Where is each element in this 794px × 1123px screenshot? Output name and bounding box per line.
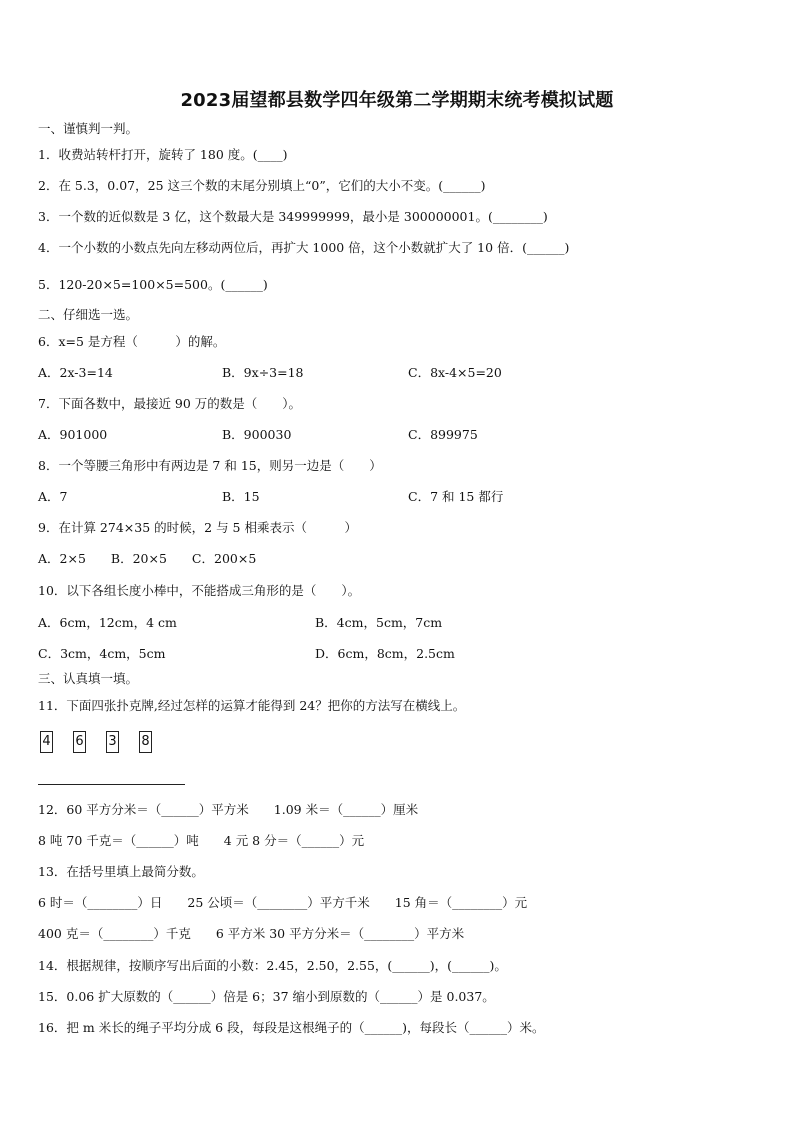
question-8-option-b: B．15 [222,489,260,504]
poker-card: 6 [73,731,86,753]
question-13-line-1: 6 时＝（________）日 25 公顷＝（________）平方千米 15 角＝（________）元 [38,895,528,910]
question-6-option-a: A．2x-3=14 [38,365,113,380]
question-6: 6．x=5 是方程（ ）的解。 [38,334,226,349]
question-9: 9．在计算 274×35 的时候，2 与 5 相乘表示（ ） [38,520,357,535]
poker-card: 4 [40,731,53,753]
question-4: 4．一个小数的小数点先向左移动两位后，再扩大 1000 倍，这个小数就扩大了 10 倍．(______) [38,240,570,255]
section-1-heading: 一、谨慎判一判。 [38,121,139,136]
poker-card: 8 [139,731,152,753]
question-10: 10．以下各组长度小棒中，不能搭成三角形的是（ ）。 [38,583,361,598]
question-8-option-c: C．7 和 15 都行 [408,489,504,504]
question-5: 5．120-20×5=100×5=500。(______) [38,277,268,292]
question-7: 7．下面各数中，最接近 90 万的数是（ ）。 [38,396,302,411]
section-3-heading: 三、认真填一填。 [38,671,139,686]
exam-title: 2023届望都县数学四年级第二学期期末统考模拟试题 [180,90,614,111]
question-3: 3．一个数的近似数是 3 亿，这个数最大是 349999999，最小是 300000001。(________) [38,209,548,224]
question-6-option-c: C．8x-4×5=20 [408,365,502,380]
question-9-options: A．2×5 B．20×5 C．200×5 [38,551,257,566]
question-2: 2．在 5.3，0.07，25 这三个数的末尾分别填上“0”，它们的大小不变。(______) [38,178,486,193]
question-10-option-b: B．4cm，5cm，7cm [315,615,443,630]
section-2-heading: 二、仔细选一选。 [38,307,139,322]
question-1: 1．收费站转杆打开，旋转了 180 度。(____) [38,147,288,162]
question-10-option-a: A．6cm，12cm，4 cm [38,615,177,630]
question-8: 8．一个等腰三角形中有两边是 7 和 15，则另一边是（ ） [38,458,382,473]
answer-blank-line [38,784,185,785]
question-10-option-d: D．6cm，8cm，2.5cm [315,646,455,661]
question-8-option-a: A．7 [38,489,68,504]
question-13: 13．在括号里填上最简分数。 [38,864,204,879]
question-14: 14．根据规律，按顺序写出后面的小数：2.45，2.50，2.55，(______)，(______)。 [38,958,507,973]
question-15: 15．0.06 扩大原数的（______）倍是 6；37 缩小到原数的（______）是 0.037。 [38,989,495,1004]
question-16: 16．把 m 米长的绳子平均分成 6 段，每段是这根绳子的（______)，每段长（______）米。 [38,1020,545,1035]
question-12-line-2: 8 吨 70 千克＝（______）吨 4 元 8 分＝（______）元 [38,833,365,848]
question-7-option-a: A．901000 [38,427,108,442]
question-10-option-c: C．3cm，4cm，5cm [38,646,166,661]
question-13-line-2: 400 克＝（________）千克 6 平方米 30 平方分米＝（________）平方米 [38,926,465,941]
poker-card: 3 [106,731,119,753]
question-11: 11．下面四张扑克牌,经过怎样的运算才能得到 24？把你的方法写在横线上。 [38,698,466,713]
question-6-option-b: B．9x÷3=18 [222,365,304,380]
question-12-line-1: 12．60 平方分米＝（______）平方米 1.09 米＝（______）厘米 [38,802,419,817]
question-7-option-c: C．899975 [408,427,478,442]
question-7-option-b: B．900030 [222,427,292,442]
